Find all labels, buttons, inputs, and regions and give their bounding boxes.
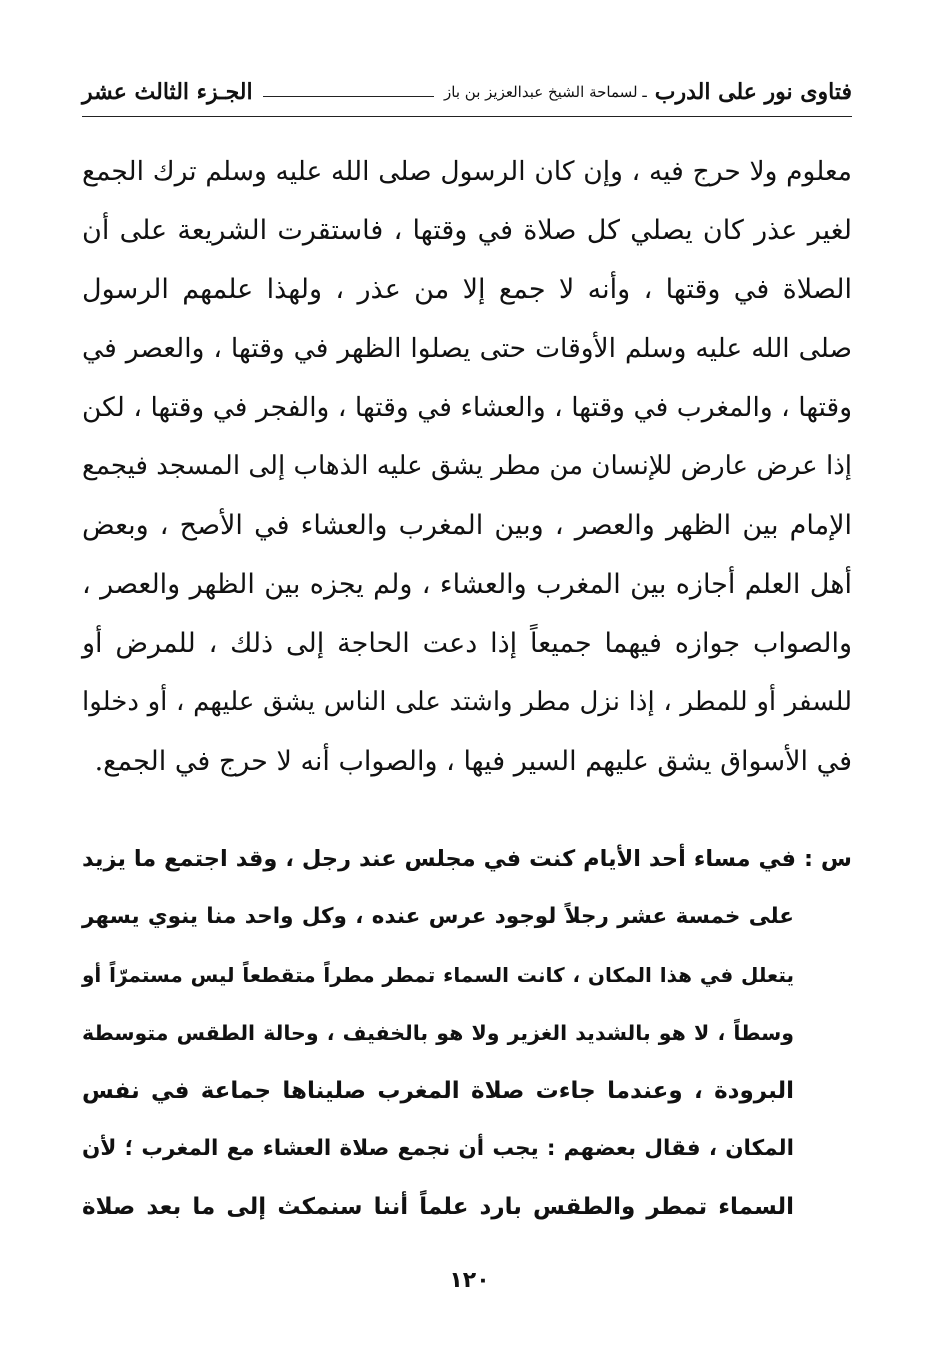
answer-paragraph: [82, 142, 852, 791]
question-line: على خمسة عشر رجلاً لوجود عرس عنده ، وكل واحد منا ينوي يسهر: [82, 904, 794, 929]
answer-line: وقتها ، والمغرب في وقتها ، والعشاء في وقتها ، والفجر في وقتها ، لكن: [82, 392, 852, 423]
answer-line: أهل العلم أجازه بين المغرب والعشاء ، ولم يجزه بين الظهر والعصر ،: [82, 569, 852, 600]
answer-line: لغير عذر كان يصلي كل صلاة في وقتها ، فاستقرت الشريعة على أن: [82, 215, 852, 246]
answer-line: معلوم ولا حرج فيه ، وإن كان الرسول صلى الله عليه وسلم ترك الجمع: [82, 156, 852, 187]
answer-line: الصلاة في وقتها ، وأنه لا جمع إلا من عذر ، ولهذا علمهم الرسول: [82, 274, 852, 305]
answer-line: صلى الله عليه وسلم الأوقات حتى يصلوا الظهر في وقتها ، والعصر في: [82, 333, 852, 364]
question-line: يتعلل في هذا المكان ، كانت السماء تمطر مطراً متقطعاً ليس مستمرّاً أو: [82, 963, 794, 987]
question-line: البرودة ، وعندما جاءت صلاة المغرب صليناها جماعة في نفس: [82, 1078, 794, 1104]
question-line: وسطاً ، لا هو بالشديد الغزير ولا هو بالخفيف ، وحالة الطقس متوسطة: [82, 1021, 794, 1045]
header-rule: [263, 96, 434, 97]
answer-line: للسفر أو للمطر ، إذا نزل مطر واشتد على الناس يشق عليهم ، أو دخلوا: [82, 687, 852, 717]
question-line: السماء تمطر والطقس بارد علماً أننا سنمكث إلى ما بعد صلاة: [82, 1194, 794, 1220]
answer-line: إذا عرض عارض للإنسان من مطر يشق عليه الذهاب إلى المسجد فيجمع: [82, 451, 852, 481]
answer-line: والصواب جوازه فيهما جميعاً إذا دعت الحاجة إلى ذلك ، للمرض أو: [82, 628, 852, 659]
header-author: ـ لسماحة الشيخ عبدالعزيز بن باز: [444, 83, 647, 101]
question-line: المكان ، فقال بعضهم : يجب أن نجمع صلاة العشاء مع المغرب ؛ لأن: [82, 1136, 794, 1161]
answer-line: في الأسواق يشق عليهم السير فيها ، والصواب أنه لا حرج في الجمع.: [94, 746, 852, 777]
page-number: ١٢٠: [449, 1268, 490, 1293]
header-part: الجـزء الثالث عشر: [82, 79, 253, 105]
question-line: س : في مساء أحد الأيام كنت في مجلس عند رجل ، وقد اجتمع ما يزيد: [82, 846, 852, 872]
answer-line: الإمام بين الظهر والعصر ، وبين المغرب والعشاء في الأصح ، وبعض: [82, 510, 852, 541]
running-header: [82, 72, 852, 117]
header-series-title: فتاوى نور على الدرب: [654, 79, 852, 105]
question-paragraph: [82, 830, 852, 1236]
